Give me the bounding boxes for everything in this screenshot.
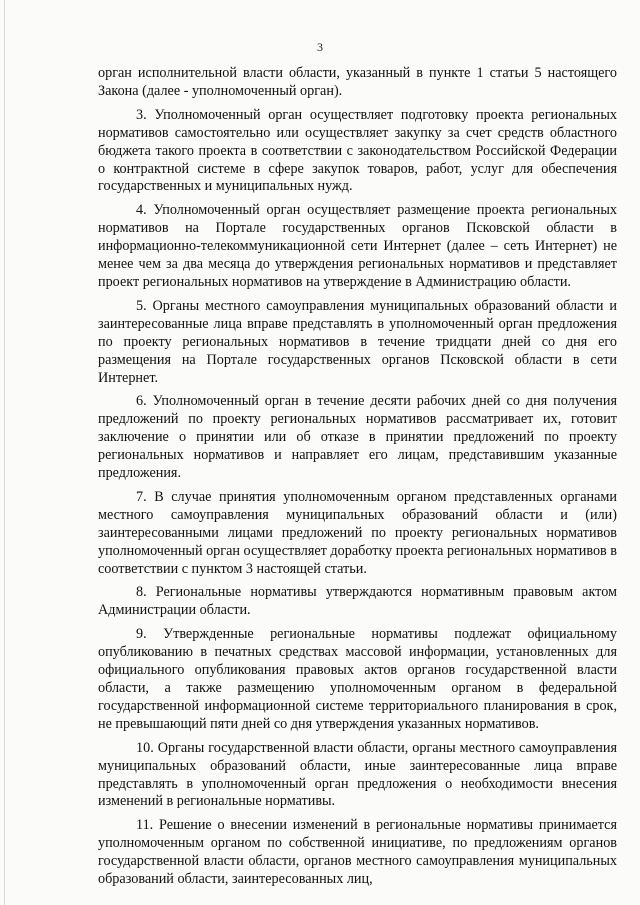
- paragraph-continuation: орган исполнительной власти области, указанный в пункте 1 статьи 5 настоящего Закона (далее - уполномоченный орган).: [98, 65, 617, 99]
- paragraph-11: 11. Решение о внесении изменений в региональные нормативы принимается уполномоченным органом по собственной инициативе, по предложениям органов государственной власти области, органов местного самоуправления муниципальных образований области, заинтересованных лиц,: [98, 817, 617, 888]
- paragraph-6: 6. Уполномоченный орган в течение десяти рабочих дней со дня получения предложений по проекту региональных нормативов рассматривает их, готовит заключение о принятии или об отказе в принятии предложений по проекту региональных нормативов и направляет его лицам, представившим указанные предложения.: [98, 393, 617, 482]
- paragraph-10: 10. Органы государственной власти области, органы местного самоуправления муниципальных образований области, иные заинтересованные лица вправе представлять в уполномоченный орган предложения о необходимости внесения изменений в региональные нормативы.: [98, 739, 617, 810]
- page-number: 3: [317, 40, 323, 54]
- paragraph-3: 3. Уполномоченный орган осуществляет подготовку проекта региональных нормативов самостоятельно или осуществляет закупку за счет средств областного бюджета такого проекта в соответствии с законодательством Российской Федерации о контрактной системе в сфере закупок товаров, работ, услуг для обеспечения государственных и муниципальных нужд.: [98, 106, 617, 195]
- paragraph-7: 7. В случае принятия уполномоченным органом представленных органами местного самоуправления муниципальных образований области и (или) заинтересованными лицами предложений по проекту региональных нормативов уполномоченный орган осуществляет доработку проекта региональных нормативов в соответствии с пунктом 3 настоящей статьи.: [98, 488, 617, 577]
- paragraph-5: 5. Органы местного самоуправления муниципальных образований области и заинтересованные лица вправе представлять в уполномоченный орган предложения по проекту региональных нормативов в течение тридцати дней со дня его размещения на Портале государственных органов Псковской области в сети Интернет.: [98, 297, 617, 386]
- paragraph-8: 8. Региональные нормативы утверждаются нормативным правовым актом Администрации области.: [98, 584, 617, 619]
- scan-edge-line: [4, 0, 5, 905]
- document-body: [98, 65, 617, 895]
- paragraph-4: 4. Уполномоченный орган осуществляет размещение проекта региональных нормативов на Портале государственных органов Псковской области в информационно-телекоммуникационной сети Интернет (далее – сеть Интернет) не менее чем за два месяца до утверждения региональных нормативов и представляет проект региональных нормативов на утверждение в Администрацию области.: [98, 202, 617, 290]
- paragraph-9: 9. Утвержденные региональные нормативы подлежат официальному опубликованию в печатных средствах массовой информации, установленных для официального опубликования правовых актов органов государственной власти области, а также размещению уполномоченным органом в федеральной государственной информационной системе территориального планирования в срок, не превышающий пяти дней со дня утверждения указанных нормативов.: [98, 626, 617, 732]
